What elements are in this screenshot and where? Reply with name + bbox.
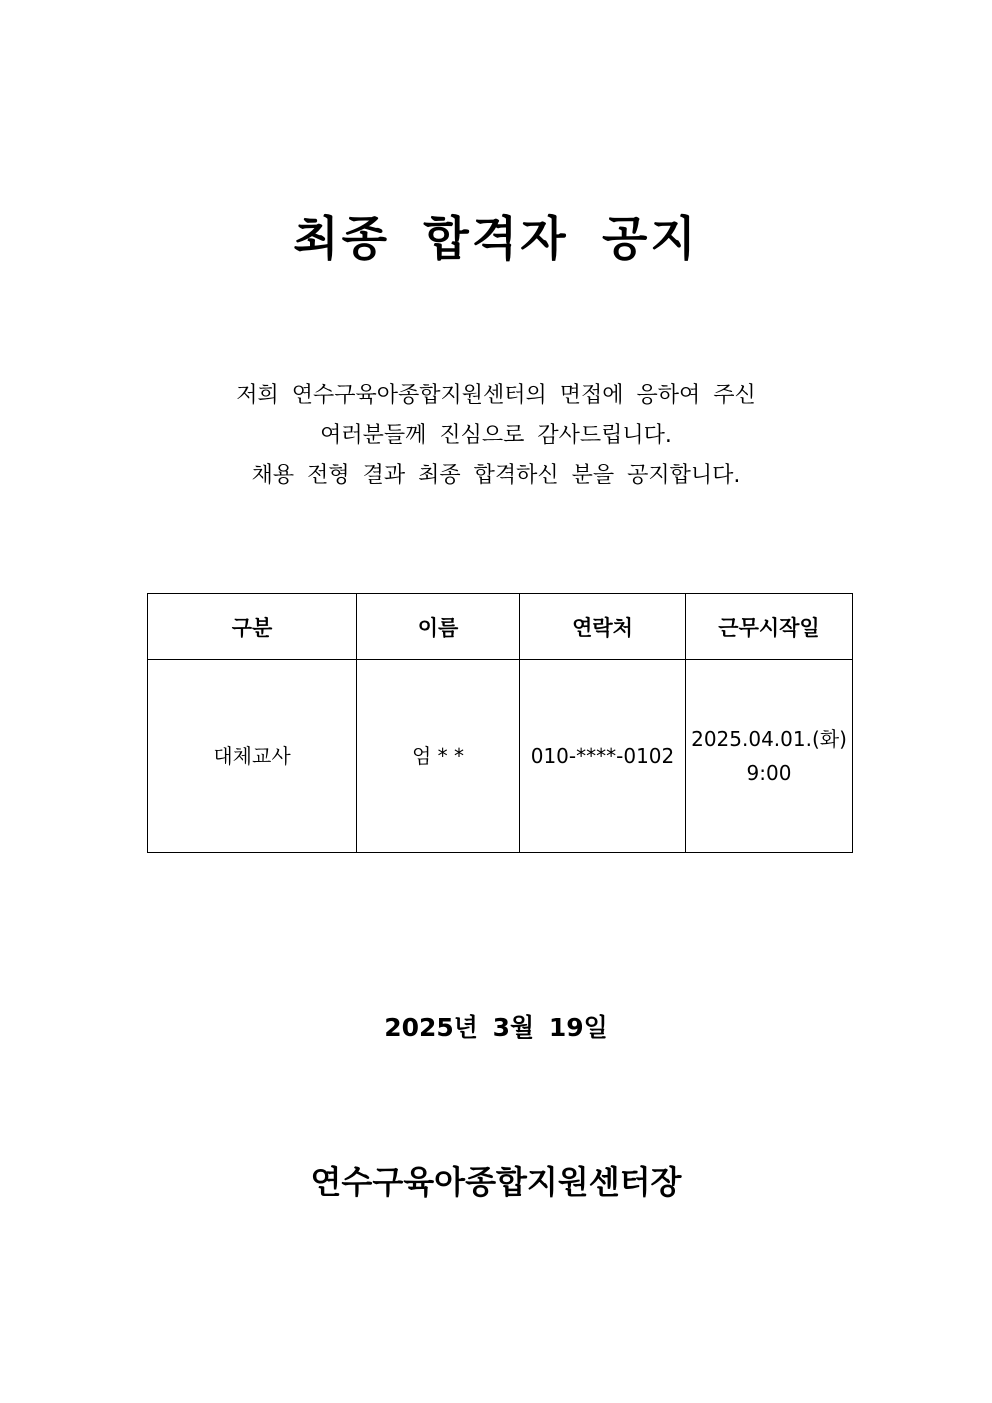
cell-contact: 010-****-0102 xyxy=(520,660,686,853)
header-name: 이름 xyxy=(357,594,520,660)
table-row xyxy=(148,660,853,853)
notice-date: 2025년 3월 19일 xyxy=(384,1013,608,1042)
intro-paragraph xyxy=(0,376,992,496)
header-contact: 연락처 xyxy=(520,594,686,660)
intro-line: 저희 연수구육아종합지원센터의 면접에 응하여 주신 xyxy=(236,383,756,408)
cell-name: 엄 * * xyxy=(357,660,520,853)
cell-start-date xyxy=(686,660,853,853)
header-start-date: 근무시작일 xyxy=(686,594,853,660)
intro-line: 여러분들께 진심으로 감사드립니다. xyxy=(320,423,672,448)
header-category: 구분 xyxy=(148,594,357,660)
page-title: 최종 합격자 공지 xyxy=(293,212,699,267)
result-table xyxy=(147,593,853,853)
intro-line: 채용 전형 결과 최종 합격하신 분을 공지합니다. xyxy=(251,463,741,488)
cell-category: 대체교사 xyxy=(148,660,357,853)
signature: 연수구육아종합지원센터장 xyxy=(310,1163,682,1201)
start-date-value: 2025.04.01.(화) xyxy=(691,727,847,751)
table-header-row xyxy=(148,594,853,660)
start-time-value: 9:00 xyxy=(746,761,792,785)
